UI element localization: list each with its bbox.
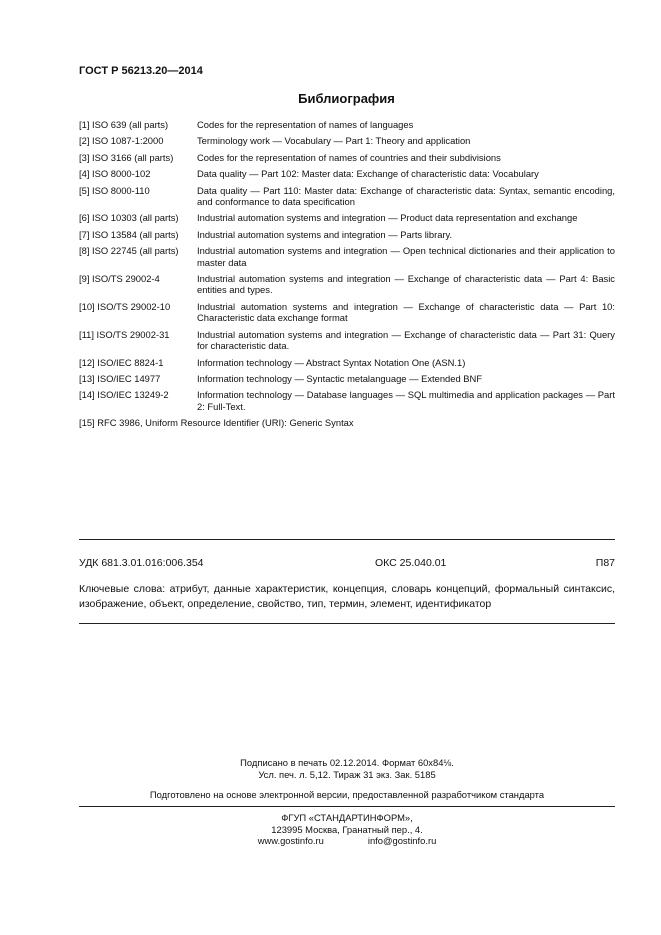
signed-line: Подписано в печать 02.12.2014. Формат 60x84⅛. <box>240 757 454 768</box>
reference-item <box>79 185 615 208</box>
reference-code: [11] ISO/TS 29002-31 <box>79 328 170 340</box>
reference-title: Industrial automation systems and integration — Exchange of characteristic data — Part 31: Query for characteristic data. <box>197 328 615 352</box>
reference-code: [1] ISO 639 (all parts) <box>79 119 169 130</box>
contact-line <box>258 835 437 847</box>
reference-code: [12] ISO/IEC 8824-1 <box>79 356 164 368</box>
reference-item <box>79 417 615 428</box>
reference-item <box>79 229 615 240</box>
reference-code: [14] ISO/IEC 13249-2 <box>79 389 169 401</box>
reference-code: [8] ISO 22745 (all parts) <box>79 245 179 257</box>
reference-code: [7] ISO 13584 (all parts) <box>79 228 179 240</box>
reference-item <box>79 212 615 223</box>
reference-title: Industrial automation systems and integration — Product data representation and exchange <box>197 212 578 224</box>
reference-title: Industrial automation systems and integration — Parts library. <box>197 228 453 240</box>
classification-row <box>79 557 615 571</box>
group-code: П87 <box>595 557 615 569</box>
bibliography-list <box>79 119 615 434</box>
divider-bottom <box>79 623 615 624</box>
reference-code: [4] ISO 8000-102 <box>79 168 151 180</box>
website-link[interactable]: www.gostinfo.ru <box>257 835 324 846</box>
reference-item <box>79 152 615 163</box>
document-id: ГОСТ Р 56213.20—2014 <box>79 65 203 77</box>
reference-title: Codes for the representation of names of countries and their subdivisions <box>197 151 501 163</box>
keywords: Ключевые слова: атрибут, данные характеристик, концепция, словарь концепций, формальный синтаксис, изображение, объект, определение, свойство, тип, термин, элемент, идентификатор <box>79 583 615 610</box>
publisher-name: ФГУП «СТАНДАРТИНФОРМ», <box>281 812 413 823</box>
reference-item <box>79 245 615 268</box>
reference-code: [9] ISO/TS 29002-4 <box>79 273 160 285</box>
reference-item <box>79 135 615 146</box>
reference-title: Data quality — Part 102: Master data: Exchange of characteristic data: Vocabulary <box>197 168 539 180</box>
reference-title: Terminology work — Vocabulary — Part 1: Theory and application <box>197 135 471 147</box>
reference-title: Industrial automation systems and integration — Open technical dictionaries and their application to master data <box>197 245 615 268</box>
oks-code: ОКС 25.040.01 <box>375 557 447 569</box>
reference-code: [2] ISO 1087-1:2000 <box>79 135 164 147</box>
publisher-address: 123995 Москва, Гранатный пер., 4. <box>271 823 423 835</box>
reference-code: [5] ISO 8000-110 <box>79 184 150 196</box>
reference-title: Information technology — Syntactic metalanguage — Extended BNF <box>197 372 483 384</box>
bibliography-title: Библиография <box>298 91 395 106</box>
prepared-note: Подготовлено на основе электронной версии, предоставленной разработчиком стандарта <box>149 789 545 800</box>
publisher-block <box>79 812 615 847</box>
reference-code: [3] ISO 3166 (all parts) <box>79 151 174 163</box>
sheets-line: Усл. печ. л. 5,12. Тираж 31 экз. Зак. 5185 <box>258 768 436 780</box>
divider-imprint <box>79 806 615 807</box>
reference-code: [10] ISO/TS 29002-10 <box>79 300 171 312</box>
email-link[interactable]: info@gostinfo.ru <box>367 835 437 846</box>
reference-title: Industrial automation systems and integration — Exchange of characteristic data — Part 4: Basic entities and types. <box>197 273 615 296</box>
reference-item <box>79 389 615 412</box>
reference-title: Industrial automation systems and integration — Exchange of characteristic data — Part 10: Characteristic data exchange format <box>197 300 615 324</box>
reference-item <box>79 301 615 324</box>
reference-full-line: [15] RFC 3986, Uniform Resource Identifier (URI): Generic Syntax <box>79 417 354 429</box>
reference-title: Information technology — Database languages — SQL multimedia and application packages — Part 2: Full-Text. <box>197 389 615 412</box>
reference-title: Information technology — Abstract Syntax Notation One (ASN.1) <box>197 356 466 368</box>
reference-title: Data quality — Part 110: Master data: Exchange of characteristic data: Syntax, semantic encoding, and conformance to data specification <box>197 184 615 208</box>
reference-item <box>79 119 615 130</box>
udk-code: УДК 681.3.01.016:006.354 <box>79 557 204 569</box>
reference-code: [6] ISO 10303 (all parts) <box>79 212 179 224</box>
reference-item <box>79 329 615 352</box>
reference-item <box>79 168 615 179</box>
reference-item <box>79 273 615 296</box>
imprint-print-info <box>79 757 615 780</box>
reference-item <box>79 373 615 384</box>
reference-item <box>79 357 615 368</box>
reference-title: Codes for the representation of names of languages <box>197 119 414 130</box>
divider-top <box>79 539 615 540</box>
reference-code: [13] ISO/IEC 14977 <box>79 372 161 384</box>
